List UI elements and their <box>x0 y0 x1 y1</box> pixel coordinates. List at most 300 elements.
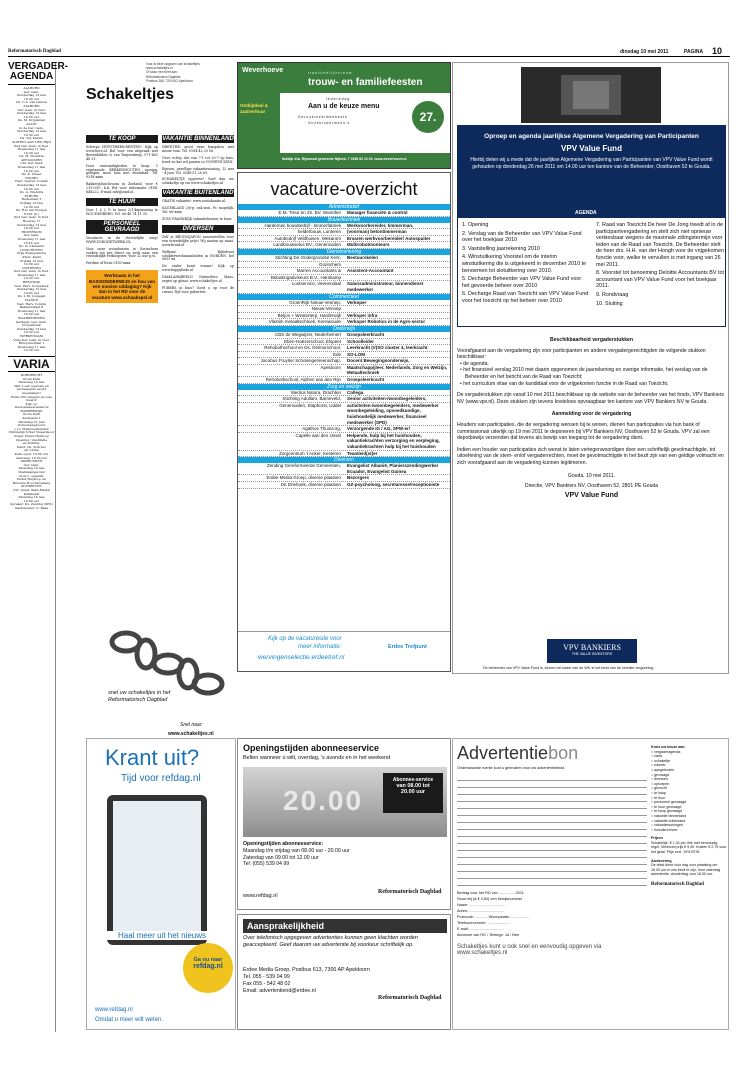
snel-naar: Snel naar: <box>180 722 203 728</box>
open-logo: Reformatorisch Dagblad <box>378 889 442 895</box>
varia-entry: Chr. Geref. Beth-Elkerk <box>13 487 50 492</box>
classified-item: ZUID FRANKRIJK vakantiehuizen te huur <box>162 216 232 221</box>
box-line1: van 08.00 tot <box>396 783 430 789</box>
job-title: Schoolleider <box>347 338 375 344</box>
vakantie-buitenland-list <box>162 200 234 222</box>
note-line: Voor al deze opgaven van schakeltjes: <box>146 62 201 66</box>
employer: Belastingadviseurs B.V., Harskamp <box>270 274 341 280</box>
refdag-badge[interactable] <box>183 943 233 993</box>
employer: E.M. Treur en Zn. BV, Woerden <box>278 210 341 215</box>
bon-title2: bon <box>548 743 579 763</box>
bullet-item: • het curriculum vitae van de kandidaat voor de vrijgekomen functie in de Raad van Toezicht. <box>460 380 669 387</box>
employer: Landbouwselus BV., Genemuiden <box>273 242 341 248</box>
agenda-entry: Chr. Ger. Kerk <box>20 161 43 166</box>
job-title: Bezorgers <box>347 475 370 481</box>
vpv-footnote: De beheerder van VPV Value Fund is, binnen het kader van de Wft, in het bezit van de vereiste vergunning. <box>483 666 655 670</box>
agenda-entry: Ds. L.M. Jongejan <box>17 294 46 299</box>
vpv-bes-title: Beschikbaarheid vergaderstukken <box>550 337 633 343</box>
vacature-category: Dienstverlening <box>238 249 450 255</box>
agenda-entry: Woensdag 11 mei <box>17 165 46 170</box>
vpv-agenda-body <box>457 217 726 327</box>
agenda-entry: AALST <box>26 121 37 126</box>
employer: Rehobothschool, Alphen aan den Rijn <box>265 377 341 383</box>
vacature-row[interactable] <box>238 426 450 433</box>
job-title: Maatschappijleer, Nederlands, Zorg en Welzijn, Metaaltechniek <box>347 364 448 376</box>
agenda-entry: Vrijdag 13 mei <box>19 201 44 205</box>
varia-entry: Opening / meditatie <box>15 437 48 442</box>
agenda-entry: Ds. A. Vlietstra <box>19 190 44 195</box>
agenda-item: 9. Rondvraag <box>596 291 629 298</box>
aanspr-text: Over telefonisch opgegeven advertenties kunnen geen klachten worden geaccepteerd. Geef daarom uw advertentie bij voorkeur schriftelijk op. <box>243 935 418 948</box>
employer: kelderbouw, Lunteren <box>297 229 341 235</box>
agenda-entry: in de Ger. Gem. <box>19 125 44 130</box>
classified-item: Voor 1 à 2 ½ te huur 2/1-kapwoning te WOUDENBERG. Tel. 06-48 74 11 35. <box>86 207 158 216</box>
bon-option-checkbox[interactable]: ○ vakantiewoningen <box>651 823 683 828</box>
weverhoeve-tag: t r a d i t i e b l i j f t n i e u w <box>308 71 352 75</box>
aanspr-logo: Reformatorisch Dagblad <box>378 995 442 1001</box>
bon-option-checkbox[interactable]: ○ oproepen <box>651 781 670 786</box>
agenda-entry: Woensdag 11 mei <box>17 147 46 152</box>
agenda-item: 7. Raad van Toezicht De heer De Jong treedt af in de participantvergadering en stelt zich niet opnieuw verkiesbaar wegens de maximale zittingstermijn voor leden van de Raad van Toezicht. De Beheerder stelt de heer drs. H.H. van der Hoogh voor de vrijgekomen functie voor, welke te vervullen is met ingang van 26 mei 2011. <box>596 222 724 268</box>
employer: Hardeman bouwbedrijf - timmerfabriek <box>264 222 341 228</box>
varia-entry: www.ahaaveredekt.nl <box>14 405 49 410</box>
vacature-row[interactable] <box>238 345 450 352</box>
agenda-item: 8. Voorstel tot benoeming Deloitte Accountants BV tot accountant van VPV Value Fund voor het boekjaar 2011. <box>596 270 724 290</box>
vac-footer-url[interactable]: wervingenselectie.erdeetref.nl <box>258 654 345 661</box>
job-title: Salarisadministrateur, binnendienst medewerker <box>347 281 424 292</box>
vpv-directie: Directie, VPV Bankiers NV, Oosthaven 52, 2801 PE Gouda <box>524 483 659 490</box>
agenda-entry: 19.45 uur <box>23 290 40 295</box>
classified-item: DRENTHE, groot ruim bungalow met mooie tuin. Tel. 0184-42 20 08. <box>162 145 234 153</box>
vacature-row[interactable] <box>238 229 450 236</box>
classified-item: Vacatures in de christelijke zorg! WWW.ZORGNETWERK.NL <box>86 235 158 244</box>
agenda-entry: AALBURG <box>23 103 40 108</box>
vacature-row[interactable] <box>238 262 450 269</box>
vakantie-buitenland-header: VAKANTIE BUITENLAND <box>162 190 234 197</box>
vacature-row[interactable] <box>238 365 450 377</box>
varia-entry: o.l.v. Medewerkenden <box>14 426 49 431</box>
agenda-entry: Donderdag 12 mei <box>16 93 47 98</box>
bon-option-checkbox[interactable]: ○ huisdieren/vee <box>651 827 678 832</box>
page-date: dinsdag 10 mei 2011 <box>620 49 669 55</box>
openingstijden-ad <box>237 738 451 910</box>
agenda-entry: APELDOORN <box>20 157 43 162</box>
agenda-entry: 19.30 uur <box>23 168 40 173</box>
vpv-fund2: VPV Value Fund <box>564 491 619 499</box>
vpv-logo-sub: THE VALUE INVESTORS <box>571 652 613 656</box>
vacature-row[interactable] <box>238 339 450 346</box>
bon-option-checkbox[interactable]: ○ rubriek: <box>651 763 667 768</box>
vacature-row[interactable] <box>238 482 450 489</box>
schakeltjes-title: Schakeltjes <box>86 86 175 103</box>
agenda-entry: Donderdag 12 mei <box>16 287 47 292</box>
agenda-entry: Hoeweg 17 <box>22 218 41 223</box>
weverhoeve-address: Noldijk 41a, Rijswoud gemeente Nijkerk, T 0185 62 12 20, www.weverhoeve.nl <box>282 157 407 161</box>
job-title: Multirobotmonteurs <box>347 242 390 248</box>
krant-url[interactable]: www.refdag.nl <box>95 1007 133 1013</box>
agenda-entry: 19.30 uur <box>23 132 40 137</box>
open-info2: Zaterdag van 09.00 tot 12.00 uur <box>243 854 319 861</box>
weverhoeve-sub2: Aan u de keuze menu <box>308 103 380 110</box>
header-rule <box>8 56 730 57</box>
job-title <box>344 275 450 281</box>
weverhoeve-badge: Ontbijtdeal & zaalverhuur <box>240 103 268 114</box>
aanspr-l3: Fax 055 - 542 48 02 <box>243 981 291 987</box>
varia-entry: m.m.v. organist <box>19 473 44 478</box>
varia-entry: Kijk op: <box>25 401 38 406</box>
job-title: Werkvoorbereider, timmerman, <box>347 222 414 228</box>
vacature-row[interactable] <box>238 377 450 384</box>
vacature-row[interactable] <box>238 463 450 475</box>
agenda-entry: ELST (U) <box>24 211 39 216</box>
weverhoeve-headline: trouw- en familiefeesten <box>308 77 423 88</box>
paper-name: Reformatorisch Dagblad <box>8 49 61 54</box>
varia-entry: Wilt u een speciale en verrassende avond meemaken? <box>14 383 49 395</box>
schakeltjes-col-left <box>86 134 158 674</box>
bon-footer: Schakeltjes kunt u ook snel en eenvoudig opgeven via www.schakeltjes.nl <box>457 944 602 956</box>
job-title: Verzorgende IG / AG, SPW-er/ <box>347 426 411 432</box>
classified-item: Door omstandigheden te koop: 2 vrijstaande BERKENHOUTEN woning, gelegen, mooi tuin met zwembad. Tel. 0318-xxxx <box>86 163 158 180</box>
bon-main <box>457 743 647 1027</box>
employer: Nieuw-Vennep <box>311 306 341 312</box>
job-title: Leerkracht (V)SO cluster 4, leerkracht <box>347 345 428 351</box>
vacature-row[interactable] <box>238 319 450 326</box>
agenda-entry: Bakkerstraat 8 <box>19 305 44 310</box>
vacature-row[interactable] <box>238 475 450 482</box>
varia-entry: Kerk open: 19.00 uur <box>14 452 49 456</box>
job-title: Verkoper Robotics in de Agro-sector <box>347 319 426 325</box>
employer: De Driehoek, diverse plaatsen <box>280 481 341 487</box>
bon-side-title: Kruis uw keuze aan: <box>651 745 686 749</box>
agenda-entry: WERKENDAM <box>20 333 43 338</box>
agenda-entry: 19.30 uur <box>23 276 40 281</box>
open-sub: Bellen wanneer ú wilt, overdag, 's avonds en in het weekend <box>243 755 391 761</box>
bon-title <box>457 743 647 764</box>
vacature-row[interactable] <box>238 300 450 307</box>
agenda-entry: 19.30 uur <box>23 204 40 209</box>
classified-item: SCHAKELTJE opgeven? Geef dan uw schakeltje op via www.schakeltjes.nl <box>162 177 234 186</box>
bon-option-checkbox[interactable]: ○ personeel gevraagd <box>651 800 686 805</box>
varia-entry: Grote Kerk <box>22 412 41 417</box>
bon-option-checkbox[interactable]: ○ schakeltje <box>651 758 671 763</box>
varia-entry: Kerkbaart <box>23 491 40 496</box>
bon-field[interactable]: Stuur mij (à € 3,50) een bewijsnummer <box>457 897 523 901</box>
krant-news: Haal meer uit het nieuws <box>95 931 229 940</box>
vpv-bullets <box>457 361 726 387</box>
agenda-entry: Oud Ger. Gem. in Ned. <box>13 143 50 148</box>
job-title: Docent Bewegingsonderwijs, <box>347 358 410 364</box>
job-title: Groepsleerkracht <box>347 331 385 337</box>
bon-option-checkbox[interactable]: ○ vakantie buitenland <box>651 818 686 823</box>
employer: Marren Accountants & <box>296 268 341 274</box>
bon-option-checkbox[interactable]: ○ gevraagd <box>651 772 670 777</box>
job-title: Verkoper infra <box>347 312 378 318</box>
agenda-entry: Ger. Gem. <box>23 89 40 94</box>
agenda-entry: Ger. Gem. in Ned. <box>17 107 46 112</box>
agenda-entry: Bruigomstraat 1 <box>18 341 45 346</box>
aanlevering-text: De tekst dient vóór dag voor plaatsing om 16.00 uur in ons bezit te zijn. Voor zaterdag advertentie: donderdag voor 16.00 uur. <box>651 863 721 877</box>
vacature-overzicht <box>237 172 451 672</box>
varia-entry: Zaterdag 14 mei <box>18 380 45 385</box>
classified-item: GRATIS vakantie! www.oostakantie.nl <box>162 199 226 204</box>
agenda-entry: (Herv. Kerk) <box>21 254 42 259</box>
bon-option-checkbox[interactable]: ○ te huur gevraagd <box>651 804 682 809</box>
varia-entry: SLEDRECHT <box>21 484 42 489</box>
box-line2: 20.00 uur <box>400 789 426 795</box>
vpv-notice <box>452 62 729 674</box>
vpv-bes-text2: De vergaderstukken zijn vanaf 10 mei 2011 beschikbaar op de website van de beheerder van het fonds, VPV Bankiers NV (www.vpv.nl). Deze stukken zijn tevens kosteloos opvraagbaar ten kantore van VPV Bankiers NV te Gouda. <box>457 392 724 405</box>
classified-item: Ferdine of Rens 0183-xxxx <box>86 261 131 266</box>
bon-option-checkbox[interactable]: ○ diversen <box>651 777 668 782</box>
vacature-row[interactable] <box>238 236 450 243</box>
employer: Stichting De Ondergrondse Kerk, <box>274 254 341 260</box>
classified-item: Voor onze woonhuizen in Gorinchem zoeken wij per direct op zoek naar een vriendelijke verkoopster, voor 32 uur p.w. <box>86 246 158 259</box>
varia-entry: Aanvang: 19.30 uur <box>16 455 47 460</box>
weverhoeve-price: 27. <box>412 101 444 133</box>
weverhoeve-sub3: G e r o o k t e z a l m d e b e s t e <box>298 115 347 119</box>
varia-entry: Pieter Heykoop en <box>16 477 47 482</box>
bon-option-checkbox[interactable]: ○ vergaderagenda <box>651 749 681 754</box>
employer: Medica Natura, Drachten <box>290 389 341 395</box>
varia-entry: en sluiting: <box>22 441 41 446</box>
employer: Stichting Adullam, Barneveld, <box>282 396 341 402</box>
agenda-entry: Vrije Ger. Gem. in Ned. <box>13 337 50 342</box>
agenda-entry: Ds. M. Krijgsman <box>17 118 46 123</box>
agenda-entry: 19.30 uur <box>23 226 40 231</box>
vacature-row[interactable] <box>238 332 450 339</box>
vacature-list <box>238 204 450 489</box>
vacature-row[interactable] <box>238 313 450 320</box>
bon-option-checkbox[interactable]: ○ te koop <box>651 790 666 795</box>
vacature-row[interactable] <box>238 358 450 365</box>
bon-option-checkbox[interactable]: ○ te huur <box>651 795 666 800</box>
job-title: Teamleid(st)er <box>347 450 378 456</box>
classified-item: De ouder komt ernaar! Kijk op www.happylinks.nl <box>162 264 234 273</box>
varia-entry: Kerkplein 1 <box>22 416 41 421</box>
classified-item: Scherpe HYPOTHEEK-RENTES!! Kijk op www.herz.nl. Bel voor een afspraak met Bierenhilden & van Ruijsenberg. 071-402 48 31. <box>86 145 158 161</box>
agenda-entry: OOSTBURG <box>22 265 41 270</box>
employer: Genemuiden, Staphorst, Uddel <box>279 402 341 408</box>
vpv-title: Oproep en agenda jaarlijkse Algemene Vergadering van Participanten <box>484 133 699 140</box>
agenda-entry: Ds. W.J. Karels <box>20 136 43 141</box>
chain-illustration <box>96 622 226 732</box>
employer: Zending Gereformeerde Gemeenten, <box>266 463 341 469</box>
varia-entry: OPHEUSDEN <box>20 459 43 464</box>
bon-field[interactable]: Abonnee van RD / Terdege: Ja / Nee <box>457 933 519 937</box>
agenda-entry: Oud Ger. Gem. in Ned. <box>13 215 50 220</box>
agenda-entry: Woensdag 11 mei <box>17 344 46 349</box>
varia-entry: Kand. Ch. Schreur <box>16 444 47 449</box>
agenda-entry: Ger. Gem. <box>23 233 40 238</box>
vacature-row[interactable] <box>238 451 450 458</box>
employer: Ede <box>332 351 341 357</box>
badge-line1: Ga nu naar <box>193 957 223 963</box>
vpv-place: Gouda, 10 mei 2011. <box>567 472 616 479</box>
varia-entry: Spreker: Ds. Zeiding (SEZ) <box>10 502 53 507</box>
vacature-footer <box>238 631 450 671</box>
varia-entry: Zaterdag 14 mei <box>18 495 45 500</box>
varia-entry: DORDRECHT <box>20 372 43 377</box>
vacature-row[interactable] <box>238 396 450 403</box>
vacature-category: Bouw/techniek <box>238 217 450 223</box>
box-title: Abonnee-service <box>392 777 434 783</box>
vpv-intro: Hierbij delen wij u mede dat de jaarlijkse Algemene Vergadering van Participanten van VPV Value Fund wordt gehouden op donderdag 26 mei 2011 om 14.00 uur ten kantore van de Beheerder, Oosthaven 52 te Gouda. <box>470 157 713 170</box>
agenda-entry: DOORN <box>25 175 38 180</box>
bon-lines[interactable] <box>457 774 647 886</box>
schakeltjes-col-right <box>162 134 234 674</box>
agenda-entry: LINSCHOTEN <box>20 247 43 252</box>
agenda-entry: Woensdag 11 mei <box>17 236 46 241</box>
bon-field[interactable]: Telefoonnummer: ...................... <box>457 921 511 925</box>
agenda-entry: Ds. R.P. van Rooijen <box>15 208 48 213</box>
classified-item: Gevr. echtp. dat van 7-1 tot 20-7 op huis, hond en kat wil passen in VOORTHUIZEN. <box>162 155 234 164</box>
agenda-item: 2. Verslag van de Beheerder van VPV Value Fund over het boekjaar 2010 <box>462 230 582 244</box>
bon-options[interactable] <box>651 750 727 833</box>
bon-side <box>651 745 727 1027</box>
note-line: Postbus 286, 7200 AG Apeldoorn <box>146 78 194 83</box>
classified-item: PUBERS in huis? Goed u op voor de cursus Tijd voor puberteit. <box>162 285 234 294</box>
vpv-agenda-label: AGENDA <box>569 209 603 217</box>
prijzen-title: Prijzen <box>651 836 663 841</box>
aansprakelijkheid-ad <box>237 914 451 1030</box>
job-title: Collega <box>347 389 364 395</box>
te-koop-list <box>86 146 158 195</box>
varia-entry: Zaterdag 14 mei <box>18 466 45 471</box>
agenda-item: 10. Sluiting <box>596 300 623 307</box>
agenda-entry: Ds. G. Clements <box>18 244 45 249</box>
vacature-row[interactable] <box>238 275 450 282</box>
bon-field[interactable]: E-mail: ................................ <box>457 927 504 931</box>
vacature-title: vacature-overzicht <box>270 179 418 199</box>
krant-tag: Omdat u meer wilt weten. <box>95 1017 164 1023</box>
job-title: Ervaren werkvoorbereider/ Autospuiter <box>347 235 431 241</box>
agenda-entry: 19.30 uur <box>23 114 40 119</box>
snel-url[interactable]: www.schakeltjes.nl <box>168 731 214 737</box>
agenda-entry: Donderdag 12 mei <box>16 222 47 227</box>
open-info1: Maandag t/m vrijdag van 08.00 uur - 20.00 uur <box>243 847 350 854</box>
agenda-entry: Ned. Herv. Dorpskerk <box>14 283 49 288</box>
bon-option-checkbox[interactable]: ○ vakantie binnenland <box>651 813 687 818</box>
vacature-row[interactable] <box>238 242 450 249</box>
krant-title: Krant uit? <box>105 745 200 770</box>
erdee-logo: Erdee Trefpunt <box>388 644 427 650</box>
employer: CBS de Wegwijzer, Nederhemert <box>275 331 341 337</box>
schakeltjes-tagline: snel uw schakeltjes in het Reformatorisch Dagblad <box>108 690 171 703</box>
agenda-entry: REEUWIJK <box>22 280 41 285</box>
varia-entry: Zomerzangavond <box>17 423 46 428</box>
agenda-entry: WAARDENBURG <box>18 316 45 320</box>
vacature-category: Diversen <box>238 457 450 463</box>
vacature-category: Commercieel <box>238 294 450 300</box>
job-title: activiteiten-/woonbegeleiders, medewerker woonbegeleiding, opvoedkundige, huishoudelijk medewerker, financieel medewerker (SPD) <box>347 402 439 425</box>
employer: Erdee Media Groep, diverse plaatsen <box>266 475 341 481</box>
open-info-title: Openingstijden abonneeservice: <box>243 841 324 847</box>
vacature-row[interactable] <box>238 281 450 293</box>
employer: Beljon + Westerterp, Harderwijk <box>277 312 341 318</box>
agenda-entry: Woensdag 11 mei <box>17 308 46 313</box>
varia-entry: Orgel: Pieter Heykoop <box>13 434 50 439</box>
weverhoeve-logo: Weverhoeve <box>242 67 284 74</box>
employer: Agathos Thuiszorg, <box>302 426 341 432</box>
classified-item: Rijssen, gezellige vakantiewoning, 12 mei - 4 juni. Tel. 0548-51 28 69. <box>162 166 234 175</box>
bon-field[interactable]: Postcode: ............ Woonplaats: ................. <box>457 915 529 919</box>
open-url[interactable]: www.refdag.nl <box>243 893 278 899</box>
bon-option-checkbox[interactable]: ○ varia <box>651 754 662 759</box>
agenda-entry: Oud Ger. Gem. in Ned. <box>13 269 50 274</box>
classified-item: Bakkerij/lunchroom in Zeeland, voor € 215.000,- k.k. Bel voor informatie 0184-648222. E-mail info@zuid.nl <box>86 182 158 195</box>
open-info3: Tel: (055) 539 04 99 <box>243 861 290 868</box>
agenda-item: 1. Opening <box>462 222 489 228</box>
weverhoeve-ad <box>237 62 451 169</box>
advertentiebon <box>452 738 729 1030</box>
agenda-item: 6. Decharge Raad van Toezicht van VPV Value Fund voor het toezicht op het beheer over 2010 <box>462 291 589 304</box>
weverhoeve-sub4: O n z e k i n d e r m e n u ' s <box>308 121 350 125</box>
aanspr-title: Aansprakelijkheid <box>243 919 447 933</box>
classified-item: Welkom! Bijbelvast schilderwerkzaamheden in HORDEN, bel 0653-xx <box>162 249 234 262</box>
employer: Zorgcentrum 't Anker, Kesteren <box>279 450 341 456</box>
vacature-category: Zorg en welzijn <box>238 384 450 390</box>
vacature-row[interactable] <box>238 268 450 275</box>
agenda-entry: 19.45 uur <box>23 240 40 245</box>
note-line: Reformatorisch Dagblad <box>146 74 181 79</box>
bon-fields[interactable] <box>457 890 647 938</box>
varia-entry: Grote Kerk <box>22 376 41 381</box>
job-title: Manager financiën & control <box>347 210 408 215</box>
aanspr-contact <box>243 967 370 995</box>
vacature-row[interactable] <box>238 306 450 313</box>
agenda-entry: Woensdag 11 mei <box>17 272 46 277</box>
vacature-row[interactable] <box>238 390 450 397</box>
bon-field[interactable]: Adres: ................................. <box>457 909 504 913</box>
bullet-item: • het financieel verslag 2010 met daarin opgenomen de jaarrekening en overige informatie, het verslag van de Beheerder en het bericht van de Raad van Toezicht; <box>460 367 708 380</box>
personeel-header: PERSONEEL GEVRAAGD <box>86 220 158 234</box>
vacature-row[interactable] <box>238 433 450 451</box>
bon-field[interactable]: Naam: .................................. <box>457 903 506 907</box>
page-label: PAGINA <box>684 49 704 55</box>
vacature-row[interactable] <box>238 210 450 217</box>
vpv-aan-text2: Indien een houder van participaties zich wenst te laten vertegenwoordigen door een schriftelijk gevolmachtigde, tot uitoefening van de stem- en/of vergaderrechten, moet de gevolmachtigde in het bezit zijn van een geldige volmacht en zich voorafgaand aan de vergadering kunnen legitimeren. <box>457 446 724 466</box>
bon-field[interactable]: Bedrag voor het RD van ................2011 <box>457 891 524 895</box>
agenda-entry: Kerkgeb. Ger. Gem. <box>16 319 47 324</box>
agenda-entry: 19.30 uur <box>23 330 40 335</box>
bon-option-checkbox[interactable]: ○ te koop gevraagd <box>651 809 682 814</box>
job-title: Verkoper <box>347 299 367 305</box>
bon-option-checkbox[interactable]: ○ aangeboden <box>651 767 675 772</box>
bon-option-checkbox[interactable]: ○ gezocht <box>651 786 667 791</box>
varia-entry: 14.00 uur <box>23 498 40 503</box>
bon-title1: Advertentie <box>457 743 549 763</box>
vacature-row[interactable] <box>238 223 450 230</box>
vacature-row[interactable] <box>238 352 450 359</box>
aanspr-l2: Tel. 055 - 539 04 99 <box>243 974 290 980</box>
vacature-row[interactable] <box>238 255 450 262</box>
promo-box: Werkzaam in het BASISONDERWIJS en hou van een mooien uitdaging? Kijk dan in het RD voor de vacature www.schaakspel.nl <box>86 270 158 303</box>
aanspr-l1: Erdee Media Groep, Postbus 613, 7300 AP Apeldoorn <box>243 967 370 973</box>
employer: Apeldoorn <box>320 364 341 370</box>
agenda-entry: Vrijdag 13 mei <box>19 258 44 263</box>
vakantie-binnenland-list <box>162 146 234 186</box>
aanlevering-title: Aanlevering <box>651 858 672 863</box>
bon-logo: Reformatorisch Dagblad <box>651 882 704 888</box>
note-line: www.schakeltjes.nl <box>146 66 173 71</box>
agenda-entry: Ds. C.A. van Dieren <box>16 100 47 105</box>
employer: Autobedrijf Veldhuisen, Wekarom <box>274 235 341 241</box>
agenda-item: 5. Decharge Beheerder van VPV Value Fund voor het gevoerde beheer over 2010 <box>462 276 582 289</box>
vpv-body <box>457 331 726 499</box>
agenda-entry: 19.30 uur <box>23 312 40 317</box>
agenda-entry: ALPHEN AAN DEN RIJN <box>11 139 52 144</box>
vacature-row[interactable] <box>238 403 450 426</box>
